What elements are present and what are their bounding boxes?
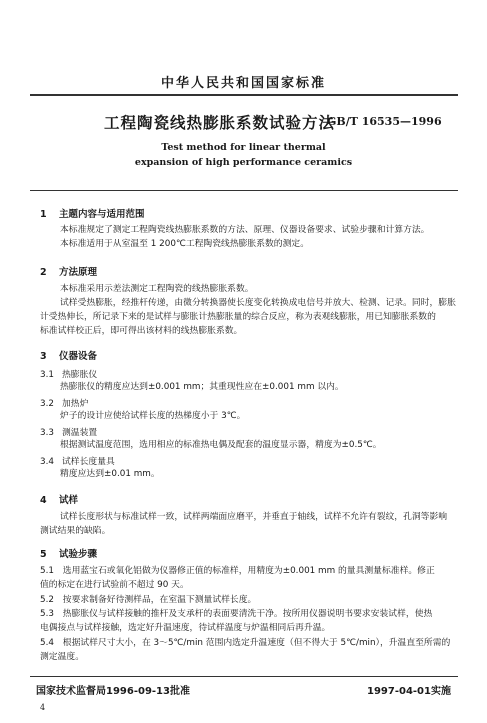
document-title: 工程陶瓷线热膨胀系数试验方法: [104, 114, 336, 132]
section-title: 方法原理: [59, 267, 98, 278]
section-2-paragraph-2-line-1: 试样受热膨胀，经推杆传递，由微分转换器使长度变化转换成电信号并放大、检测、记录。同时，膨胀: [60, 298, 456, 308]
subsection-title: 测温装置: [62, 428, 98, 438]
header-rule: [30, 94, 458, 96]
section-1-heading: [40, 206, 145, 220]
subsection-number: 3.2: [40, 399, 54, 409]
english-title-line-1: Test method for linear thermal: [161, 142, 326, 153]
section-title: 仪器设备: [59, 351, 98, 362]
section-2-paragraph-2-line-3: 标准试样校正后，即可得出该材料的线热膨胀系数。: [40, 326, 243, 336]
subsection-3-1-heading: [40, 367, 97, 380]
subsection-number: 3.4: [40, 457, 54, 467]
section-2-paragraph-1: 本标准采用示差法测定工程陶瓷的线热膨胀系数。: [60, 284, 254, 294]
english-title-line-2: expansion of high performance ceramics: [134, 157, 353, 168]
section-2-paragraph-2-line-2: 计受热伸长，所记录下来的是试样与膨胀计热膨胀量的综合反应，称为表观线膨胀，用已知膨胀系数的: [40, 312, 436, 322]
page-number: 4: [40, 703, 46, 712]
item-5-4-line-1: 5.4 根据试样尺寸大小，在 3～5℃/min 范围内选定升温速度（但不得大于 5℃/min），升温直至所需的: [40, 638, 451, 648]
footer-rule: [30, 676, 458, 677]
subsection-3-4-text: 精度应达到±0.01 mm。: [60, 469, 160, 479]
subsection-number: 3.1: [40, 370, 54, 380]
issuing-authority: 中华人民共和国国家标准: [160, 76, 326, 91]
subsection-title: 热膨胀仪: [62, 370, 98, 380]
subsection-3-2-text: 炉子的设计应使给试样长度的热梯度小于 3℃。: [60, 411, 246, 421]
section-title: 试样: [59, 495, 79, 506]
item-5-1-line-2: 值的标定在进行试验前不超过 90 天。: [40, 580, 189, 590]
section-number: 5: [40, 549, 47, 560]
approval-date: 国家技术监督局1996-09-13批准: [36, 686, 190, 697]
section-number: 2: [40, 267, 47, 278]
section-number: 1: [40, 209, 47, 220]
subsection-3-1-text: 热膨胀仪的精度应达到±0.001 mm；其重现性应在±0.001 mm 以内。: [60, 382, 344, 392]
item-5-2: 5.2 按要求制备好待测样品，在室温下测量试样长度。: [40, 595, 257, 605]
section-4-heading: [40, 492, 78, 506]
subsection-3-2-heading: [40, 396, 88, 409]
subsection-3-3-text: 根据测试温度范围，选用相应的标准热电偶及配套的温度显示器，精度为±0.5℃。: [60, 440, 382, 450]
subsection-3-4-heading: [40, 454, 115, 467]
subsection-3-3-heading: [40, 425, 97, 438]
title-divider: [30, 190, 458, 191]
implementation-date: 1997-04-01实施: [367, 686, 451, 697]
section-number: 4: [40, 495, 47, 506]
subsection-number: 3.3: [40, 428, 54, 438]
section-4-paragraph-line-1: 试样长度形状与标准试样一致，试样两端面应磨平，并垂直于轴线，试样不允许有裂纹，孔洞等影响: [60, 512, 448, 522]
section-1-paragraph-2: 本标准适用于从室温至 1 200℃工程陶瓷线热膨胀系数的测定。: [60, 239, 309, 249]
item-5-1-line-1: 5.1 选用蓝宝石或氧化铝做为仪器修正值的标准样，用精度为±0.001 mm 的量具测量标准样。修正: [40, 566, 435, 576]
section-title: 主题内容与适用范围: [59, 209, 145, 220]
section-5-heading: [40, 546, 97, 560]
item-5-4-line-2: 测定温度。: [40, 652, 84, 662]
section-2-heading: [40, 264, 97, 278]
item-5-3-line-1: 5.3 热膨胀仪与试样接触的推杆及支承杆的表面要清洗干净。按所用仪器说明书要求安装试样，使热: [40, 609, 433, 619]
section-title: 试验步骤: [59, 549, 98, 560]
section-4-paragraph-line-2: 测试结果的缺陷。: [40, 526, 111, 536]
item-5-3-line-2: 电偶接点与试样接触，选定好升温速度，待试样温度与炉温相同后再升温。: [40, 623, 331, 633]
section-3-heading: [40, 348, 97, 362]
standard-number: GB/T 16535—1996: [327, 115, 442, 128]
section-number: 3: [40, 351, 47, 362]
subsection-title: 加热炉: [62, 399, 89, 409]
section-1-paragraph-1: 本标准规定了测定工程陶瓷线热膨胀系数的方法、原理、仪器设备要求、试验步骤和计算方法。: [60, 225, 430, 235]
subsection-title: 试样长度量具: [62, 457, 115, 467]
